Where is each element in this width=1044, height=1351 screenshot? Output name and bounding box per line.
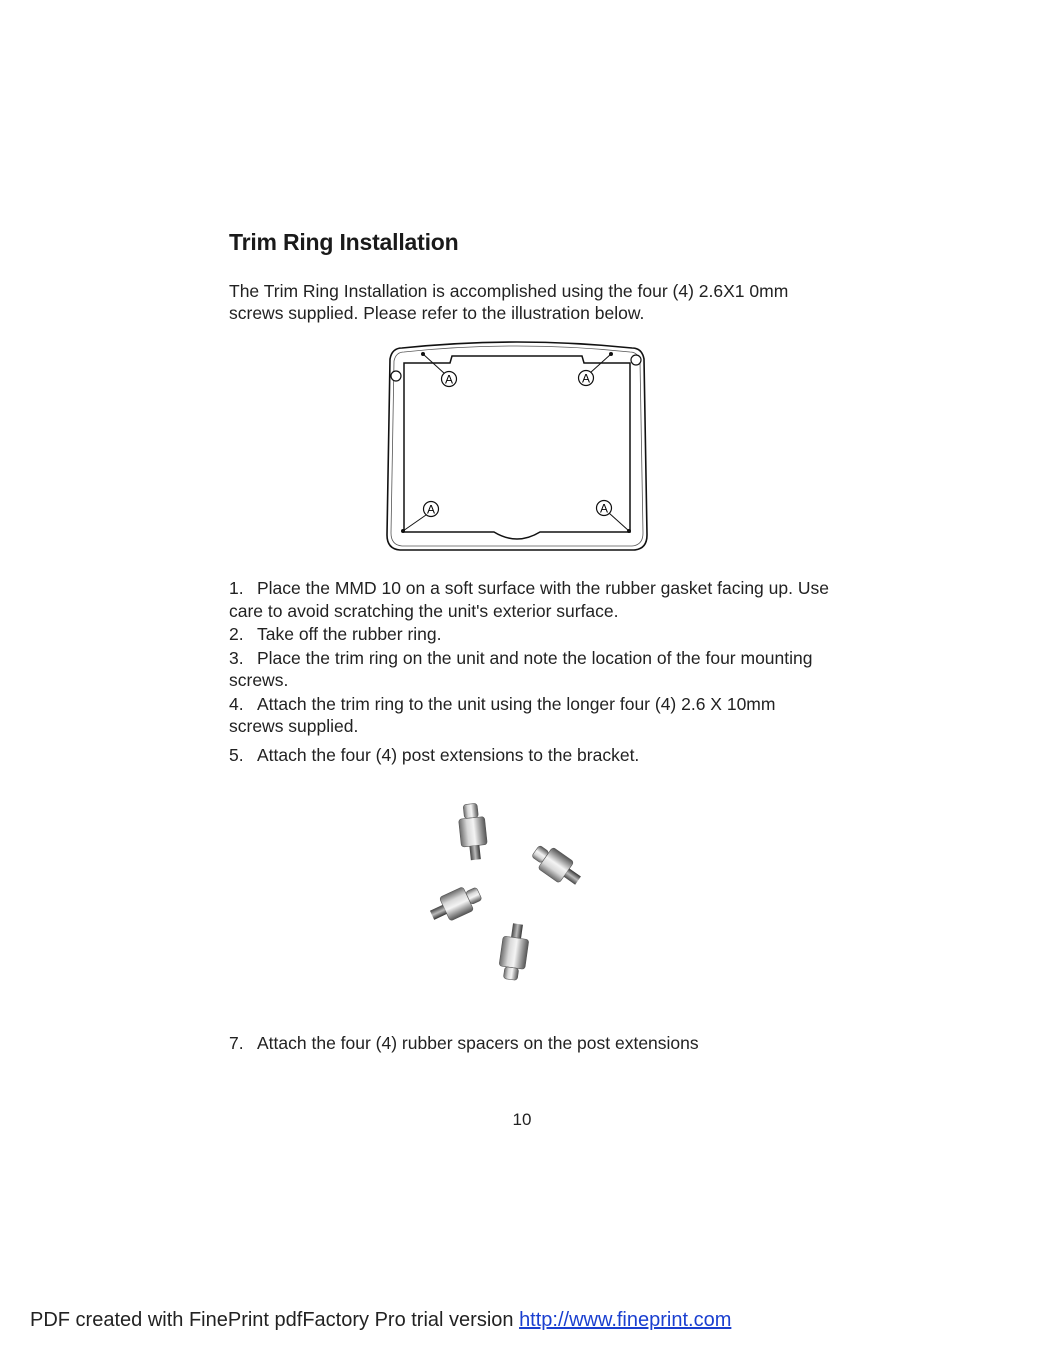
screw-callout-top-right [579,352,614,386]
callout-label: A [581,371,591,386]
callout-label: A [599,501,609,516]
list-item: 3. Place the trim ring on the unit and note the location of the four mounting screws. [229,647,813,690]
screw-callout-bottom-right [597,501,632,534]
left-tab [391,371,401,381]
fineprint-link[interactable]: http://www.fineprint.com [519,1309,732,1331]
pdf-footer [30,1309,731,1332]
list-item: 5. Attach the four (4) post extensions to the bracket. [229,744,640,765]
post-extension [427,882,485,928]
page-title: Trim Ring Installation [229,229,459,255]
intro-paragraph: The Trim Ring Installation is accomplished using the four (4) 2.6X1 0mm screws supplied. Please refer to the illustration below. [229,281,789,323]
right-tab [631,355,641,365]
list-item: 2. Take off the rubber ring. [229,624,442,644]
page-number: 10 [512,1110,532,1129]
instruction-list [229,577,829,767]
post-extension [457,803,489,861]
list-item: 1. Place the MMD 10 on a soft surface with the rubber gasket facing up. Use care to avoid scratching the unit's exterior surface. [229,578,829,621]
footer-text: PDF created with FinePrint pdfFactory Pro trial version [30,1309,520,1331]
list-item: 4. Attach the trim ring to the unit using the longer four (4) 2.6 X 10mm screws supplied. [229,693,776,736]
screw-callout-bottom-left [401,502,439,534]
step-seven: 7. Attach the four (4) rubber spacers on the post extensions [229,1033,699,1053]
callout-label: A [426,502,436,517]
trim-ring-illustration [384,339,650,553]
trim-ring-outer [387,342,647,550]
post-extension [497,922,531,981]
post-extension [528,840,586,891]
post-extensions-photo [412,796,602,996]
callout-label: A [444,372,454,387]
